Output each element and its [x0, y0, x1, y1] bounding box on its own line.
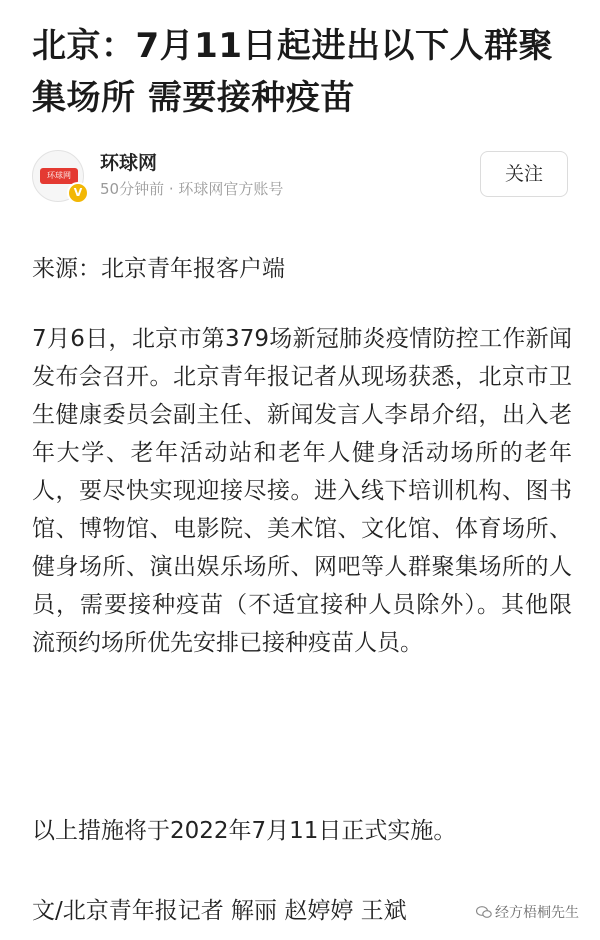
wechat-icon — [476, 906, 492, 918]
watermark — [476, 902, 579, 922]
article-title: 北京：7月11日起进出以下人群聚集场所 需要接种疫苗 — [32, 26, 553, 118]
paragraph-implementation: 以上措施将于2022年7月11日正式实施。 — [32, 818, 457, 844]
follow-button[interactable]: 关注 — [480, 151, 568, 197]
publish-meta: 50分钟前 · 环球网官方账号 — [100, 180, 284, 198]
source-line: 来源：北京青年报客户端 — [32, 256, 285, 282]
byline: 文/北京青年报记者 解丽 赵婷婷 王斌 — [32, 898, 407, 924]
verified-badge-icon: V — [67, 182, 89, 204]
author-bar — [32, 146, 572, 208]
publisher-logo-icon: 环球网 — [40, 168, 78, 184]
paragraph-announcement: 7月6日，北京市第379场新冠肺炎疫情防控工作新闻发布会召开。北京青年报记者从现场获悉，北京市卫生健康委员会副主任、新闻发言人李昂介绍，出入老年大学、老年活动站和老年人健身活动场所的老年人，要尽快实现迎接尽接。进入线下培训机构、图书馆、博物馆、电影院、美术馆、文化馆、体育场所、健身场所、演出娱乐场所、网吧等人群聚集场所的人员，需要接种疫苗（不适宜接种人员除外）。其他限流预约场所优先安排已接种疫苗人员。 — [32, 326, 572, 656]
watermark-text: 经方梧桐先生 — [495, 905, 579, 921]
publisher-name[interactable]: 环球网 — [100, 152, 158, 174]
